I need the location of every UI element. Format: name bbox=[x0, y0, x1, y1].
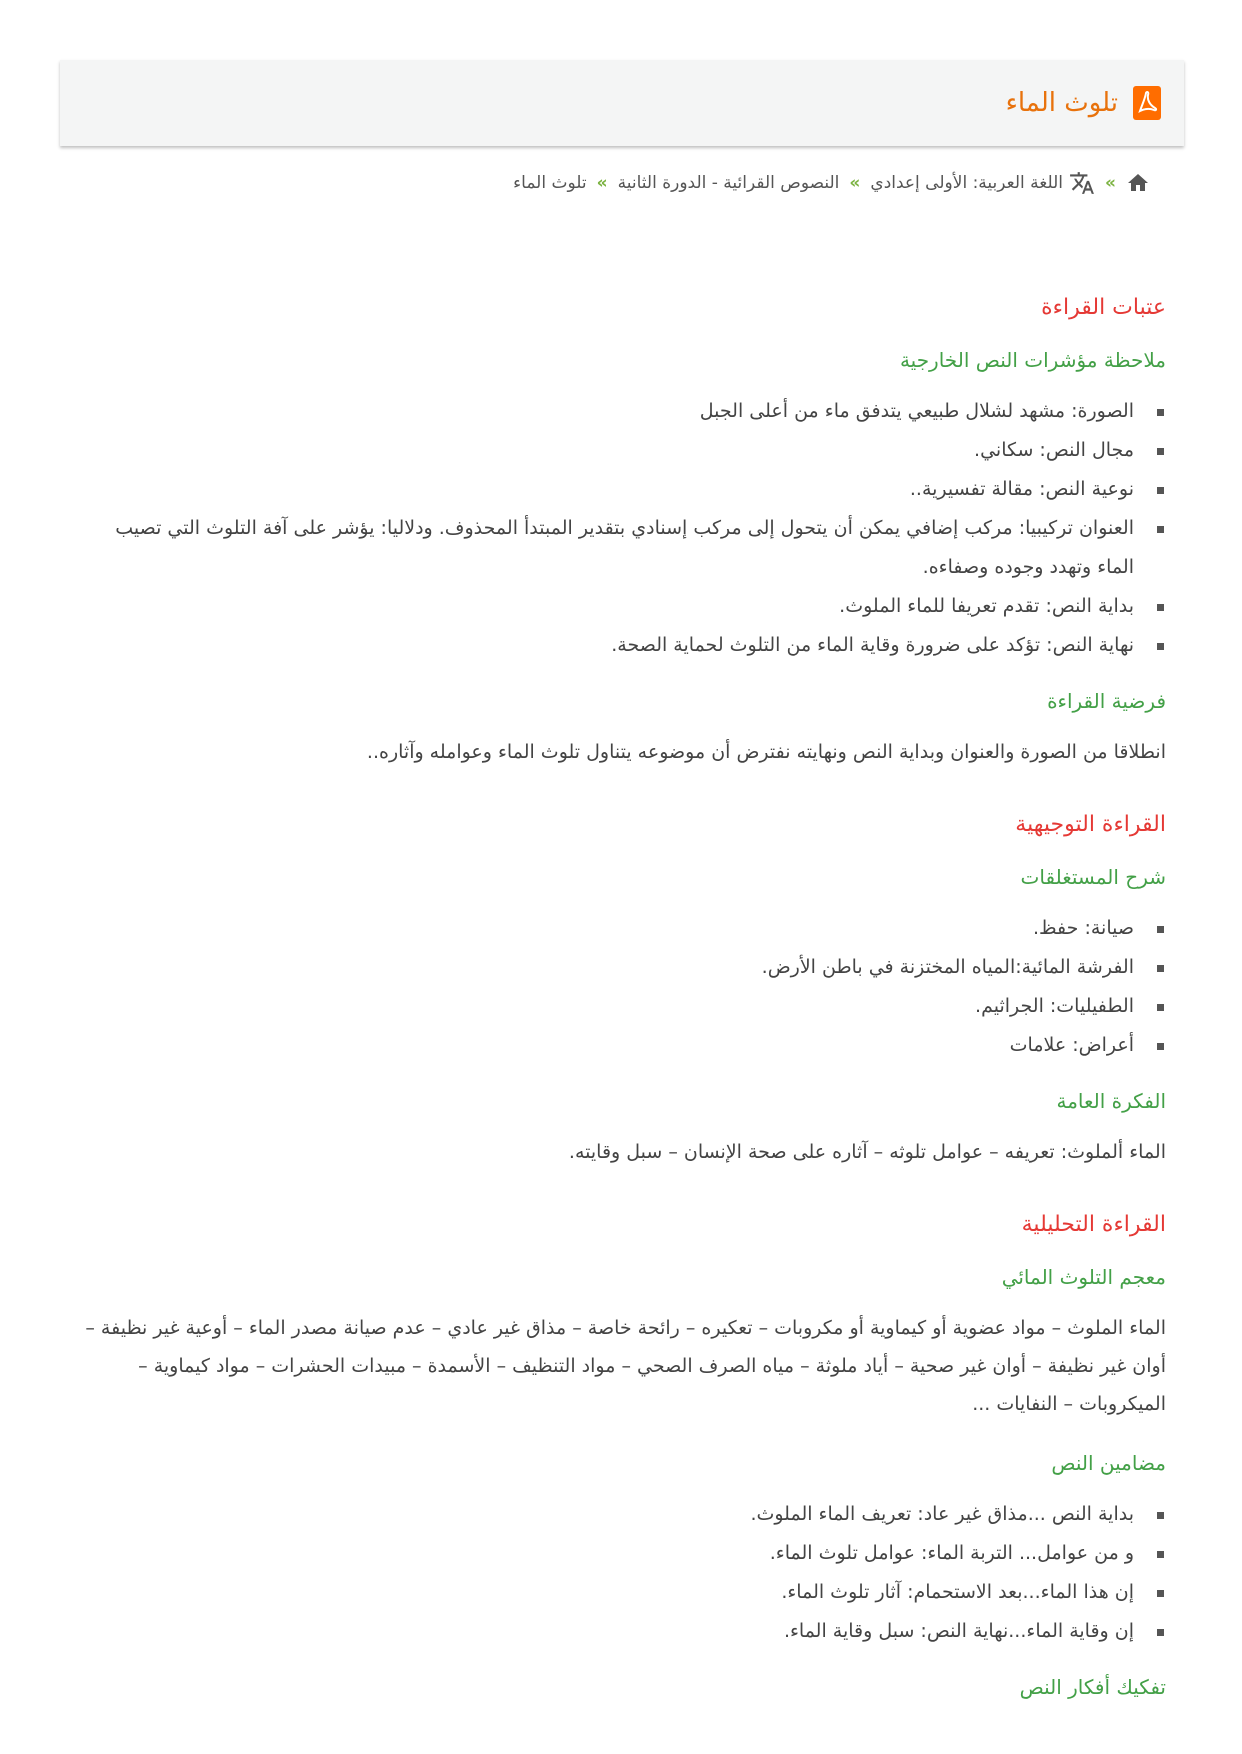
breadcrumb-item-current: تلوث الماء bbox=[513, 173, 587, 193]
list-item: صيانة: حفظ. bbox=[76, 909, 1134, 948]
sub-heading: تفكيك أفكار النص bbox=[1019, 1675, 1166, 1699]
page-title: تلوث الماء bbox=[1005, 88, 1118, 118]
pdf-icon bbox=[1132, 85, 1162, 121]
sub-heading: الفكرة العامة bbox=[1056, 1089, 1166, 1113]
sub-heading: ملاحظة مؤشرات النص الخارجية bbox=[899, 348, 1166, 372]
list-item: إن هذا الماء...بعد الاستحمام: آثار تلوث الماء. bbox=[76, 1573, 1134, 1612]
title-bar bbox=[60, 60, 1184, 146]
paragraph: الماء ألملوث: تعريفه – عوامل تلوثه – آثاره على صحة الإنسان – سبل وقايته. bbox=[568, 1141, 1166, 1163]
breadcrumb-separator: » bbox=[1105, 173, 1116, 193]
list-item: نهاية النص: تؤكد على ضرورة وقاية الماء من التلوث لحماية الصحة. bbox=[76, 626, 1134, 665]
list-item: أعراض: علامات bbox=[76, 1026, 1134, 1065]
breadcrumb-item-category[interactable]: النصوص القرائية - الدورة الثانية bbox=[617, 173, 840, 193]
sub-heading: مضامين النص bbox=[1051, 1451, 1166, 1475]
bullet-list bbox=[76, 1495, 1166, 1651]
list-item: بداية النص ...مذاق غير عاد: تعريف الماء الملوث. bbox=[76, 1495, 1134, 1534]
sub-heading: شرح المستغلقات bbox=[1020, 865, 1166, 889]
home-icon[interactable] bbox=[1126, 171, 1150, 195]
list-item: إن وقاية الماء...نهاية النص: سبل وقاية الماء. bbox=[76, 1612, 1134, 1651]
list-item: نوعية النص: مقالة تفسيرية.. bbox=[76, 470, 1134, 509]
list-item: بداية النص: تقدم تعريفا للماء الملوث. bbox=[76, 587, 1134, 626]
section-heading: القراءة التحليلية bbox=[1021, 1212, 1166, 1237]
section-heading: القراءة التوجيهية bbox=[1015, 812, 1166, 837]
breadcrumb-separator: » bbox=[849, 173, 861, 193]
article-content bbox=[76, 290, 1166, 1719]
paragraph: الماء الملوث – مواد عضوية أو كيماوية أو مكروبات – تعكيره – رائحة خاصة – مذاق غير عادي – عدم صيانة مصدر الماء – أوعية غير نظيفة –أوان غير نظيفة – أوان غير صحية – أياد ملوثة – مياه الصرف الصحي – مواد التنظيف – الأسمدة – مبيدات الحشرات – مواد كيماوية – الميكروبات – النفايات ... bbox=[85, 1317, 1166, 1415]
sub-heading: فرضية القراءة bbox=[1047, 689, 1166, 713]
bullet-list bbox=[76, 909, 1166, 1065]
list-item: مجال النص: سكاني. bbox=[76, 431, 1134, 470]
list-item: الصورة: مشهد لشلال طبيعي يتدفق ماء من أعلى الجبل bbox=[76, 392, 1134, 431]
breadcrumb-separator: » bbox=[596, 173, 608, 193]
sub-heading: معجم التلوث المائي bbox=[1001, 1265, 1166, 1289]
breadcrumb bbox=[513, 168, 1150, 198]
list-item: و من عوامل... التربة الماء: عوامل تلوث الماء. bbox=[76, 1534, 1134, 1573]
list-item: الفرشة المائية:المياه المختزنة في باطن الأرض. bbox=[76, 948, 1134, 987]
bullet-list bbox=[76, 392, 1166, 665]
translate-icon bbox=[1069, 170, 1095, 196]
section-heading: عتبات القراءة bbox=[1041, 295, 1166, 320]
breadcrumb-item-subject[interactable]: اللغة العربية: الأولى إعدادي bbox=[870, 173, 1064, 193]
list-item: العنوان تركيبيا: مركب إضافي يمكن أن يتحول إلى مركب إسنادي بتقدير المبتدأ المحذوف. ودلاليا: يؤشر على آفة التلوث التي تصيب الماء وتهدد وجوده وصفاءه. bbox=[76, 509, 1134, 587]
paragraph: انطلاقا من الصورة والعنوان وبداية النص ونهايته نفترض أن موضوعه يتناول تلوث الماء وعوامله وآثاره.. bbox=[366, 741, 1166, 763]
list-item: الطفيليات: الجراثيم. bbox=[76, 987, 1134, 1026]
